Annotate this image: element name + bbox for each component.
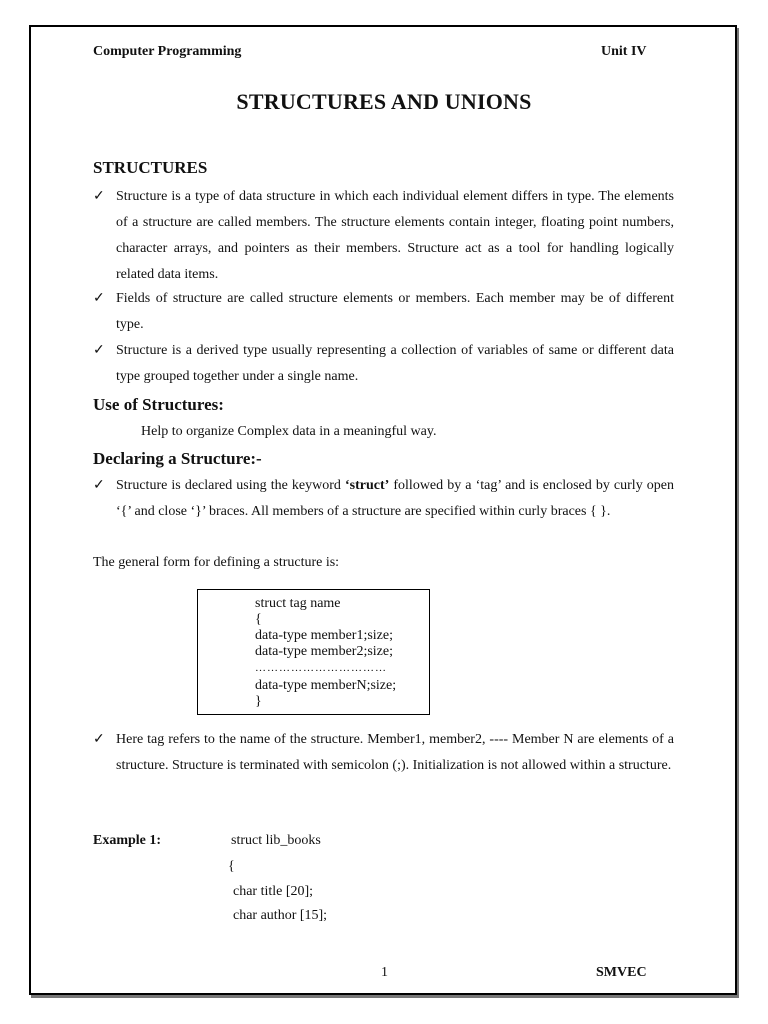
example-line: char title [20]; [233, 884, 314, 899]
heading-declaring-structure: Declaring a Structure:- [93, 449, 262, 468]
example-label: Example 1: [93, 833, 162, 848]
declaring-bullet-post: followed by a ‘tag’ and is enclosed by curly open ‘{’ and close ‘}’ braces. All members of a structure are specified within curly braces { }. [116, 478, 674, 519]
page-title: STRUCTURES AND UNIONS [236, 89, 532, 114]
syntax-line: struct tag name [255, 596, 341, 611]
heading-structures: STRUCTURES [93, 158, 208, 177]
footer-institution: SMVEC [596, 965, 647, 980]
checkmark-icon: ✓ [93, 732, 105, 747]
structures-bullet-3: Structure is a derived type usually representing a collection of variables of same or different data type grouped together under a single name. [116, 343, 674, 384]
syntax-line: data-type member2;size; [255, 644, 393, 659]
declaring-bullet [116, 473, 674, 525]
checkmark-icon: ✓ [93, 343, 105, 358]
heading-use-of-structures: Use of Structures: [93, 395, 224, 414]
checkmark-icon: ✓ [93, 189, 105, 204]
header-unit: Unit IV [601, 44, 647, 59]
syntax-line: data-type member1;size; [255, 628, 393, 643]
syntax-line: data-type memberN;size; [255, 678, 397, 693]
structures-bullet-1: Structure is a type of data structure in which each individual element differs in type. The elements of a structure are called members. The structure elements contain integer, floating point numbers, character arrays, and pointers as their members. Structure act as a tool for handling logically related data items. [116, 189, 674, 282]
syntax-line: { [255, 612, 262, 627]
checkmark-icon: ✓ [93, 291, 105, 306]
syntax-line: } [255, 694, 262, 709]
header-course-title: Computer Programming [93, 44, 242, 59]
use-of-structures-text: Help to organize Complex data in a meaningful way. [141, 424, 437, 439]
example-line: { [228, 859, 235, 874]
page-number: 1 [381, 965, 388, 980]
structures-bullet-2: Fields of structure are called structure elements or members. Each member may be of different type. [116, 291, 674, 332]
structure-syntax-box [197, 589, 430, 715]
tag-bullet: Here tag refers to the name of the structure. Member1, member2, ---- Member N are elements of a structure. Structure is terminated with semicolon (;). Initialization is not allowed within a structure. [116, 732, 674, 773]
declaring-bullet-pre: Structure is declared using the keyword [116, 478, 345, 493]
example-line: struct lib_books [231, 833, 321, 848]
struct-keyword: ‘struct’ [344, 478, 390, 493]
syntax-line-ellipsis: …………………………… [255, 662, 387, 674]
example-line: char author [15]; [233, 908, 328, 923]
general-form-text: The general form for defining a structure is: [93, 555, 340, 570]
checkmark-icon: ✓ [93, 478, 105, 493]
